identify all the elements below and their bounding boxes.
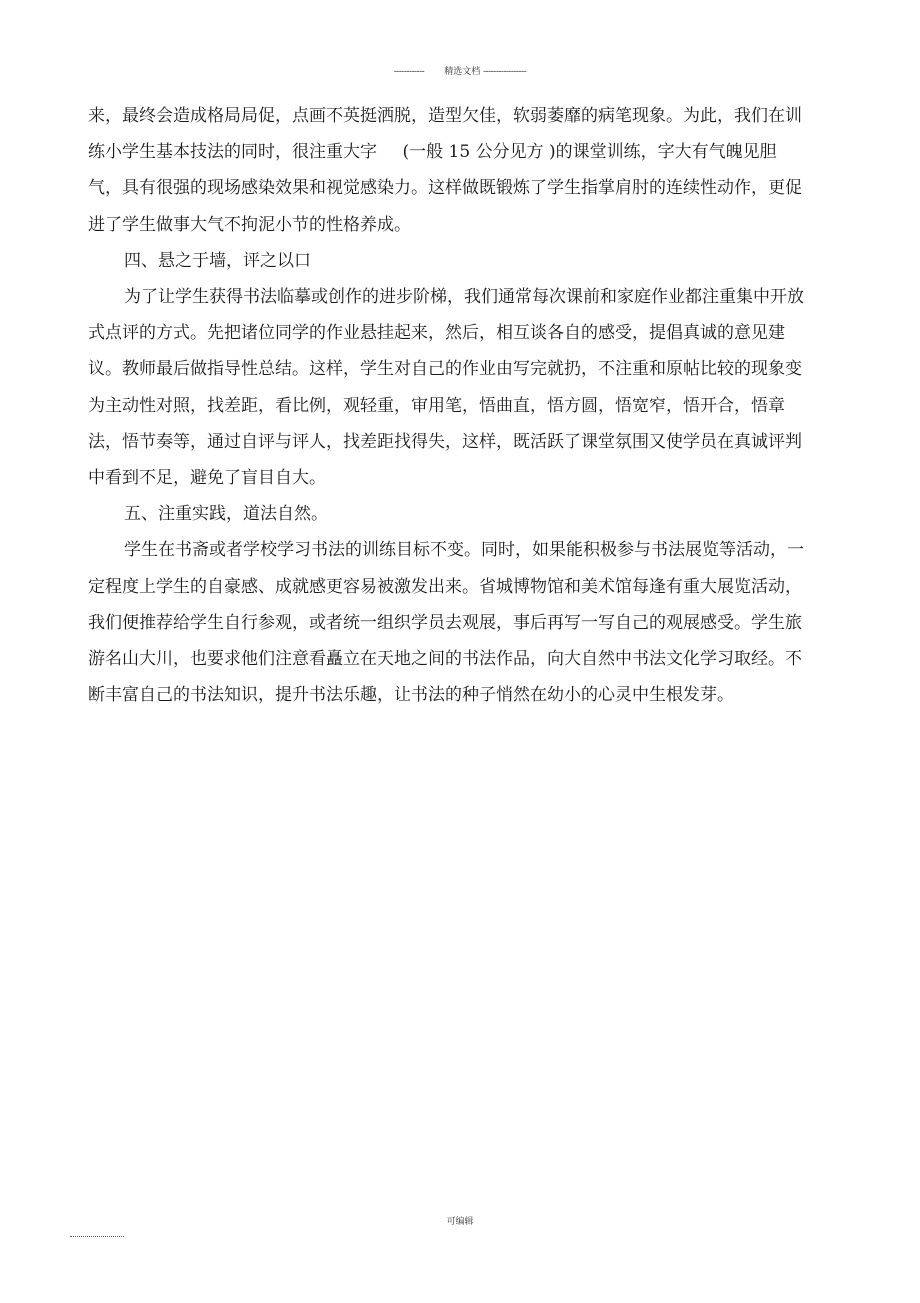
header-left-dashes: ------------: [393, 67, 425, 77]
header-right-dashes: -----------------: [483, 67, 527, 77]
page-header: [0, 64, 920, 77]
header-title: 精选文档: [444, 67, 481, 77]
footer-dotted-rule: [70, 1236, 124, 1237]
document-body: [88, 98, 808, 713]
section-heading-5: 五、注重实践，道法自然。: [124, 504, 328, 525]
paragraph-practice: 学生在书斋或者学校学习书法的训练目标不变。同时，如果能积极参与书法展览等活动，一定程度上学生的自豪感、成就感更容易被激发出来。省城博物馆和美术馆每逢有重大展览活动，我们便推荐给学生自行参观，或者统一组织学员去观展，事后再写一写自己的观展感受。学生旅游名山大川，也要求他们注意看矗立在天地之间的书法作品，向大自然中书法文化学习取经。不断丰富自己的书法知识，提升书法乐趣，让书法的种子悄然在幼小的心灵中生根发芽。: [88, 540, 804, 706]
page-footer: 可编辑: [446, 1217, 474, 1227]
paragraph-continuation: 来，最终会造成格局局促，点画不英挺洒脱，造型欠佳，软弱萎靡的病笔现象。为此，我们在训练小学生基本技法的同时，很注重大字 (一般 15 公分见方 )的课堂训练，字大有气魄见胆气，具有很强的现场感染效果和视觉感染力。这样做既锻炼了学生指掌肩肘的连续性动作，更促进了学生做事大气不拘泥小节的性格养成。: [88, 106, 802, 235]
paragraph-critique: 为了让学生获得书法临摹或创作的进步阶梯，我们通常每次课前和家庭作业都注重集中开放式点评的方式。先把诸位同学的作业悬挂起来，然后，相互谈各自的感受，提倡真诚的意见建议。教师最后做指导性总结。这样，学生对自己的作业由写完就扔，不注重和原帖比较的现象变为主动性对照，找差距，看比例，观轻重，审用笔，悟曲直，悟方圆，悟宽窄，悟开合，悟章法，悟节奏等，通过自评与评人，找差距找得失，这样，既活跃了课堂氛围又使学员在真诚评判中看到不足，避免了盲目自大。: [88, 287, 804, 489]
section-heading-4: 四、悬之于墙，评之以口: [124, 250, 311, 271]
